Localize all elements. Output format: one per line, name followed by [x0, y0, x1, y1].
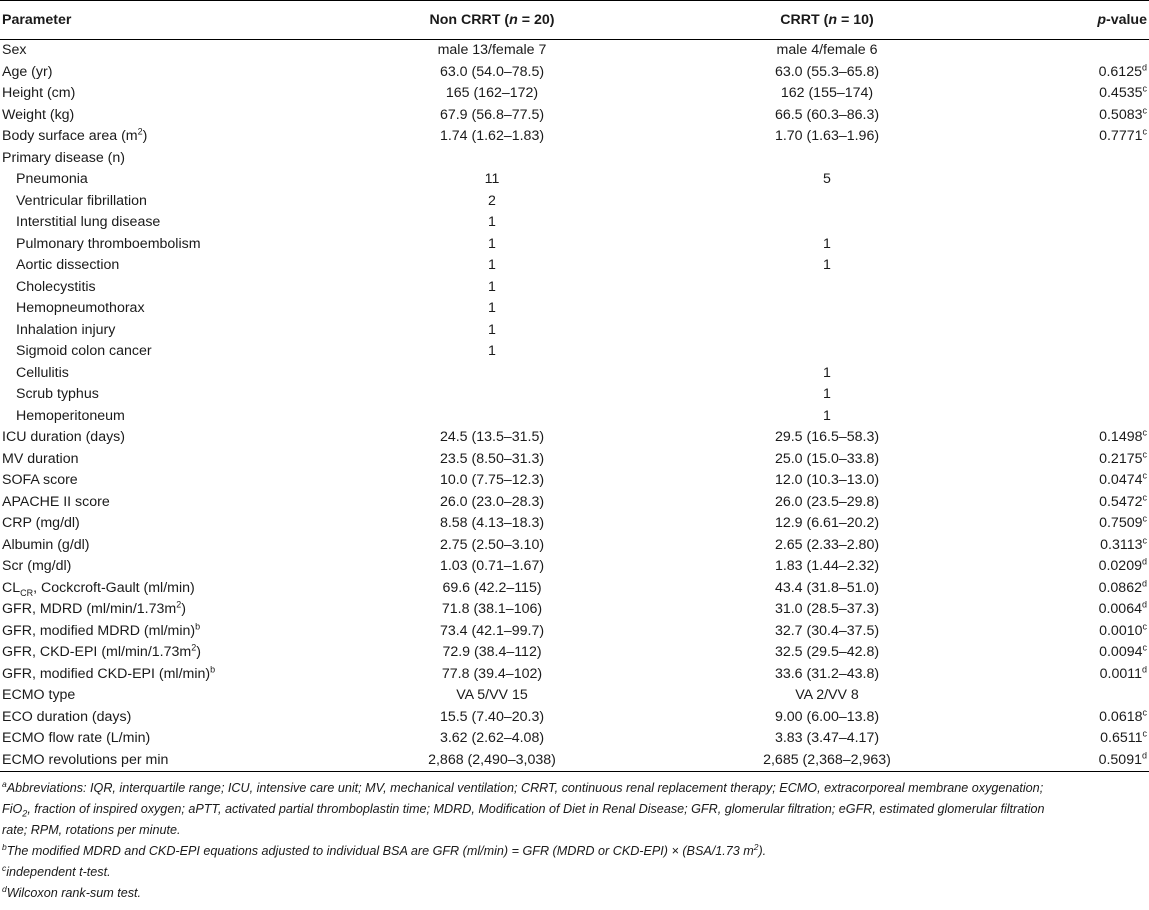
non-crrt-value: 26.0 (23.0–28.3) [439, 493, 545, 510]
non-crrt-value: 2 [488, 192, 496, 209]
row-label: ICU duration (days) [2, 429, 126, 445]
table-row [0, 664, 1149, 686]
p-value: 0.0094$^c$ [1099, 642, 1147, 660]
p-value: 0.0474$^c$ [1099, 470, 1147, 488]
non-crrt-value: 165 (162–172) [445, 85, 539, 101]
non-crrt-value: 15.5 (7.40–20.3) [439, 708, 545, 725]
table-row [0, 384, 1149, 406]
p-value: 0.6125$^d$ [1098, 61, 1147, 80]
row-label: Interstitial lung disease [16, 214, 161, 230]
p-value: 0.5472$^c$ [1099, 491, 1147, 510]
crrt-value: 1 [823, 407, 831, 424]
non-crrt-value [342, 406, 642, 428]
non-crrt-value: 2.75 (2.50–3.10) [439, 536, 545, 553]
p-value [1012, 406, 1149, 428]
non-crrt-value: 67.9 (56.8–77.5) [439, 106, 545, 123]
crrt-value: 9.00 (6.00–13.8) [774, 708, 880, 725]
non-crrt-value: 77.8 (39.4–102) [441, 665, 543, 682]
table-header-row [0, 1, 1149, 40]
non-crrt-value: 23.5 (8.50–31.3) [439, 450, 545, 467]
row-label: Scrub typhus [16, 386, 99, 402]
non-crrt-value: 8.58 (4.13–18.3) [439, 515, 545, 531]
p-value [1012, 40, 1149, 62]
crrt-value: 1 [823, 386, 831, 402]
row-label: SOFA score [2, 472, 78, 488]
p-value: 0.0209$^d$ [1098, 556, 1147, 574]
p-value: 0.7771$^c$ [1099, 126, 1147, 144]
non-crrt-value: 11 [484, 171, 500, 187]
non-crrt-value [342, 148, 642, 170]
row-label: CRP (mg/dl) [2, 515, 80, 531]
crrt-value: 63.0 (55.3–65.8) [774, 63, 880, 80]
non-crrt-value: 24.5 (13.5–31.5) [439, 429, 545, 445]
table-row [0, 556, 1149, 578]
table-row [0, 578, 1149, 600]
p-value [1012, 298, 1149, 320]
non-crrt-value: VA 5/VV 15 [456, 687, 528, 703]
p-value [1012, 320, 1149, 342]
crrt-value: 12.9 (6.61–20.2) [774, 515, 880, 531]
header-non-crrt: Non CRRT (n = 20) [342, 1, 642, 40]
row-label: Hemopneumothorax [16, 300, 145, 316]
p-value: 0.0064$^d$ [1098, 599, 1147, 617]
table-row [0, 341, 1149, 363]
table-row [0, 105, 1149, 127]
row-label: Scr (mg/dl) [2, 558, 72, 574]
non-crrt-value: 1 [488, 257, 496, 273]
crrt-value: 12.0 (10.3–13.0) [774, 472, 880, 488]
row-label: APACHE II score [2, 493, 110, 510]
table-row [0, 212, 1149, 234]
table-row [0, 707, 1149, 729]
p-value [1012, 169, 1149, 191]
crrt-value [642, 341, 1012, 363]
row-label: Age (yr) [2, 63, 53, 80]
p-value: 0.1498$^c$ [1099, 427, 1147, 445]
row-label: ECMO flow rate (L/min) [2, 730, 151, 746]
p-value: 0.5083$^c$ [1099, 104, 1147, 123]
crrt-value [642, 320, 1012, 342]
table-row [0, 642, 1149, 664]
row-label: Body surface area $(m^2)$ [2, 126, 148, 144]
p-value [1012, 212, 1149, 234]
row-label: MV duration [2, 450, 79, 467]
table-row [0, 126, 1149, 148]
table-row [0, 191, 1149, 213]
crrt-value [642, 277, 1012, 299]
crrt-value: 43.4 (31.8–51.0) [774, 579, 880, 596]
table-row [0, 470, 1149, 492]
row-label: Albumin (g/dl) [2, 536, 90, 553]
p-value [1012, 255, 1149, 277]
table-row [0, 728, 1149, 750]
p-value: 0.0862$^d$ [1098, 577, 1147, 596]
p-value: 0.0011$^d$ [1099, 663, 1147, 682]
footnote-d: $^d$Wilcoxon rank-sum test. [2, 883, 141, 900]
crrt-value: 66.5 (60.3–86.3) [774, 106, 880, 123]
non-crrt-value [342, 363, 642, 385]
table-row [0, 621, 1149, 643]
p-value: 0.6511$^c$ [1100, 728, 1147, 746]
p-value: 0.5091$^d$ [1012, 750, 1149, 772]
p-value [1012, 384, 1149, 406]
header-crrt: CRRT (n = 10) [642, 1, 1012, 40]
crrt-value [642, 298, 1012, 320]
crrt-value: 162 (155–174) [780, 85, 874, 101]
table-row [0, 320, 1149, 342]
crrt-value: 29.5 (16.5–58.3) [774, 429, 880, 445]
non-crrt-value: 1 [488, 343, 496, 359]
crrt-value: 26.0 (23.5–29.8) [774, 493, 880, 510]
table-row [0, 685, 1149, 707]
row-label: GFR, modified CKD-EPI $(ml/\min)^b$ [2, 663, 216, 682]
row-label: Weight (kg) [2, 106, 75, 123]
table-row [0, 449, 1149, 471]
crrt-value [642, 191, 1012, 213]
crrt-value: 1 [823, 235, 831, 252]
crrt-value: 1.83 (1.44–2.32) [774, 558, 880, 574]
p-value: 0.0618$^c$ [1099, 706, 1147, 725]
table-row [0, 277, 1149, 299]
p-value [1012, 363, 1149, 385]
table-row [0, 750, 1149, 772]
non-crrt-value: 2,868 (2,490–3,038) [342, 750, 642, 772]
crrt-value: 32.5 (29.5–42.8) [774, 644, 880, 660]
table-row [0, 406, 1149, 428]
row-label: Pulmonary thromboembolism [16, 235, 201, 252]
table-row [0, 298, 1149, 320]
non-crrt-value: 71.8 (38.1–106) [441, 601, 543, 617]
row-label: Hemoperitoneum [16, 407, 125, 424]
table-row [0, 427, 1149, 449]
crrt-value: 2.65 (2.33–2.80) [774, 536, 880, 553]
crrt-value: 31.0 (28.5–37.3) [774, 601, 880, 617]
row-label: Cellulitis [16, 364, 69, 381]
non-crrt-value: 1 [488, 214, 496, 230]
p-value: 0.2175$^c$ [1099, 448, 1147, 467]
row-label: $CL_{CR}$, Cockcroft-Gault (ml/min) [2, 579, 195, 598]
table-row [0, 599, 1149, 621]
non-crrt-value: 1.03 (0.71–1.67) [439, 558, 545, 574]
row-label: ECMO revolutions per min [0, 750, 342, 772]
table-row [0, 40, 1149, 62]
non-crrt-value: 10.0 (7.75–12.3) [439, 472, 545, 488]
table-row [0, 255, 1149, 277]
row-label: Primary disease (n) [2, 149, 125, 166]
crrt-value: 33.6 (31.2–43.8) [774, 665, 880, 682]
p-value: 0.7509$^c$ [1099, 513, 1147, 531]
crrt-value: 25.0 (15.0–33.8) [774, 450, 880, 467]
crrt-value [642, 148, 1012, 170]
crrt-value: male 4/female 6 [776, 42, 878, 58]
row-label: Inhalation injury [16, 321, 116, 338]
row-label: GFR, MDRD $(ml/\min/1.73m^2)$ [2, 599, 186, 617]
table-row [0, 363, 1149, 385]
crrt-value: 1 [823, 257, 831, 273]
crrt-value: VA 2/VV 8 [795, 687, 859, 703]
non-crrt-value [342, 384, 642, 406]
row-label: Aortic dissection [16, 257, 120, 273]
non-crrt-value: 1 [488, 235, 496, 252]
non-crrt-value: 69.6 (42.2–115) [442, 579, 542, 596]
non-crrt-value: 1 [488, 321, 496, 338]
row-label: ECMO type [2, 687, 76, 703]
table-row [0, 234, 1149, 256]
crrt-value: 2,685 (2,368–2,963) [642, 750, 1012, 772]
p-value [1012, 148, 1149, 170]
row-label: Height (cm) [2, 85, 76, 101]
row-label: Sigmoid colon cancer [16, 343, 152, 359]
row-label: ECO duration (days) [2, 708, 132, 725]
p-value [1012, 685, 1149, 707]
crrt-value: 32.7 (30.4–37.5) [774, 622, 880, 639]
p-value: 0.0010$^c$ [1099, 620, 1147, 639]
table-row [0, 148, 1149, 170]
p-value: 0.4535$^c$ [1099, 83, 1147, 101]
non-crrt-value: 63.0 (54.0–78.5) [439, 63, 545, 80]
table-row [0, 83, 1149, 105]
non-crrt-value: 73.4 (42.1–99.7) [439, 622, 545, 639]
row-label: Cholecystitis [16, 278, 96, 295]
table-row [0, 169, 1149, 191]
non-crrt-value: 3.62 (2.62–4.08) [439, 730, 545, 746]
non-crrt-value: 72.9 (38.4–112) [442, 644, 542, 660]
crrt-value: 3.83 (3.47–4.17) [774, 730, 880, 746]
p-value [1012, 341, 1149, 363]
row-label: GFR, CKD-EPI $(ml/\min/1.73m^2)$ [2, 642, 201, 660]
crrt-value [642, 212, 1012, 234]
row-label: GFR, modified MDRD $(ml/\min)^b$ [2, 620, 201, 639]
non-crrt-value: male 13/female 7 [437, 42, 547, 58]
non-crrt-value: 1 [488, 278, 496, 295]
p-value [1012, 191, 1149, 213]
table-row [0, 492, 1149, 514]
p-value [1012, 277, 1149, 299]
footnote-c: $^c$independent t-test. [2, 862, 111, 879]
p-value: 0.3113$^c$ [1100, 534, 1147, 553]
non-crrt-value: 1.74 (1.62–1.83) [439, 128, 545, 144]
table-row [0, 535, 1149, 557]
table-row [0, 513, 1149, 535]
row-label: Sex [2, 42, 27, 58]
table-row [0, 62, 1149, 84]
crrt-value: 5 [823, 171, 831, 187]
crrt-value: 1.70 (1.63–1.96) [774, 128, 880, 144]
header-p-value: p-value [1012, 1, 1149, 40]
table-footnotes [0, 772, 1145, 904]
p-value [1012, 234, 1149, 256]
row-label: Ventricular fibrillation [16, 192, 147, 209]
non-crrt-value: 1 [488, 300, 496, 316]
header-parameter: Parameter [0, 1, 342, 40]
row-label: Pneumonia [16, 171, 88, 187]
footnote-b: $^b$The modified MDRD and CKD-EPI equations adjusted to individual BSA are GFR (ml/min) = GFR (MDRD or CKD-EPI) × (BSA/1.73 $m^2$). [2, 841, 767, 858]
crrt-value: 1 [823, 364, 831, 381]
footnote-a: $^a$Abbreviations: IQR, interquartile range; ICU, intensive care unit; MV, mechanical ventilation; CRRT, continuous renal replacement therapy; ECMO, extracorporeal membrane oxygenation; FiO$_2$, fraction of inspired oxygen; aPTT, activated partial thromboplastin time; MDRD, Modification of Diet in Renal Disease; GFR, glomerular filtration; eGFR, estimated glomerular filtration rate; RPM, rotations per minute. [2, 778, 1045, 837]
